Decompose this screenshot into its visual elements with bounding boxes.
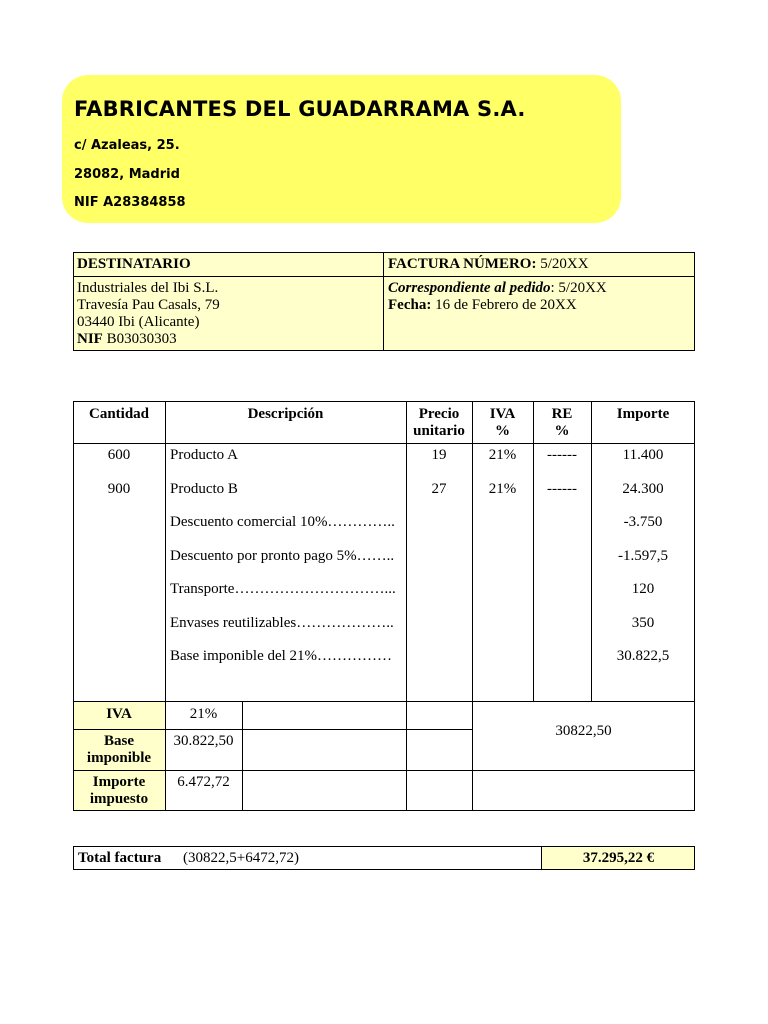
row-1-price: 19: [431, 447, 447, 463]
row-5-desc: Transporte…………………………...: [170, 581, 396, 597]
row-3-amount: -3.750: [623, 514, 663, 530]
row-2-price: 27: [431, 481, 447, 497]
total-formula: (30822,5+6472,72): [183, 850, 299, 866]
row-7-amount: 30.822,5: [616, 648, 670, 664]
summary-total-base: 30822,50: [555, 723, 612, 739]
company-address: c/ Azaleas, 25.: [74, 138, 180, 153]
order-label: Correspondiente al pedido: [388, 280, 551, 296]
row-1-qty: 600: [107, 447, 131, 463]
total-label: Total factura: [78, 850, 162, 866]
row-4-desc: Descuento por pronto pago 5%……..: [170, 548, 395, 564]
summary-base-label-1: Base: [104, 733, 134, 749]
invoice-number-line: [388, 256, 589, 273]
col-header-re-2: %: [554, 423, 570, 439]
row-7-desc: Base imponible del 21%……………: [170, 648, 393, 664]
order-value: : 5/20XX: [550, 280, 607, 296]
summary-base-value: 30.822,50: [173, 733, 234, 749]
row-1-desc: Producto A: [170, 447, 238, 463]
invoice-number: 5/20XX: [540, 256, 589, 272]
row-2-amount: 24.300: [622, 481, 664, 497]
order-line: [388, 280, 607, 297]
recipient-nif: B03030303: [106, 331, 177, 347]
row-6-amount: 350: [631, 615, 655, 631]
row-1-re: ------: [547, 447, 577, 463]
company-name: FABRICANTES DEL GUADARRAMA S.A.: [74, 97, 526, 121]
row-4-amount: -1.597,5: [618, 548, 668, 564]
date-label: Fecha:: [388, 297, 432, 313]
col-header-precio-1: Precio: [418, 406, 460, 422]
col-header-iva-2: %: [495, 423, 510, 439]
row-2-re: ------: [547, 481, 577, 497]
total-value: 37.295,22 €: [582, 850, 655, 866]
recipient-nif-label: NIF: [77, 331, 103, 347]
recipient-city: 03440 Ibi (Alicante): [77, 314, 200, 330]
row-1-iva: 21%: [488, 447, 517, 463]
col-header-re-1: RE: [551, 406, 573, 422]
row-3-desc: Descuento comercial 10%…………..: [170, 514, 395, 530]
row-2-desc: Producto B: [170, 481, 238, 497]
date-value: 16 de Febrero de 20XX: [435, 297, 577, 313]
row-5-amount: 120: [631, 581, 655, 597]
company-header: [62, 75, 621, 223]
row-1-amount: 11.400: [622, 447, 664, 463]
recipient-street: Travesía Pau Casals, 79: [77, 297, 220, 313]
summary-base-label-2: imponible: [86, 750, 152, 766]
summary-iva-value: 21%: [189, 706, 218, 722]
col-header-precio-2: unitario: [413, 423, 465, 439]
summary-impuesto-value: 6.472,72: [177, 774, 230, 790]
date-line: [388, 297, 577, 314]
invoice-number-label: FACTURA NÚMERO:: [388, 256, 537, 272]
recipient-nif-line: [77, 331, 177, 348]
recipient-label: DESTINATARIO: [77, 256, 191, 272]
summary-impuesto-label-1: Importe: [92, 774, 146, 790]
summary-iva-label: IVA: [106, 706, 132, 722]
recipient-name: Industriales del Ibi S.L.: [77, 280, 219, 296]
company-nif: NIF A28384858: [74, 195, 186, 210]
row-2-qty: 900: [107, 481, 131, 497]
col-header-cantidad: Cantidad: [88, 406, 150, 422]
col-header-iva-1: IVA: [489, 406, 516, 422]
row-6-desc: Envases reutilizables………………..: [170, 615, 394, 631]
col-header-descripcion: Descripción: [247, 406, 324, 422]
company-city: 28082, Madrid: [74, 167, 180, 182]
col-header-importe: Importe: [616, 406, 670, 422]
summary-impuesto-label-2: impuesto: [89, 791, 149, 807]
row-2-iva: 21%: [488, 481, 517, 497]
